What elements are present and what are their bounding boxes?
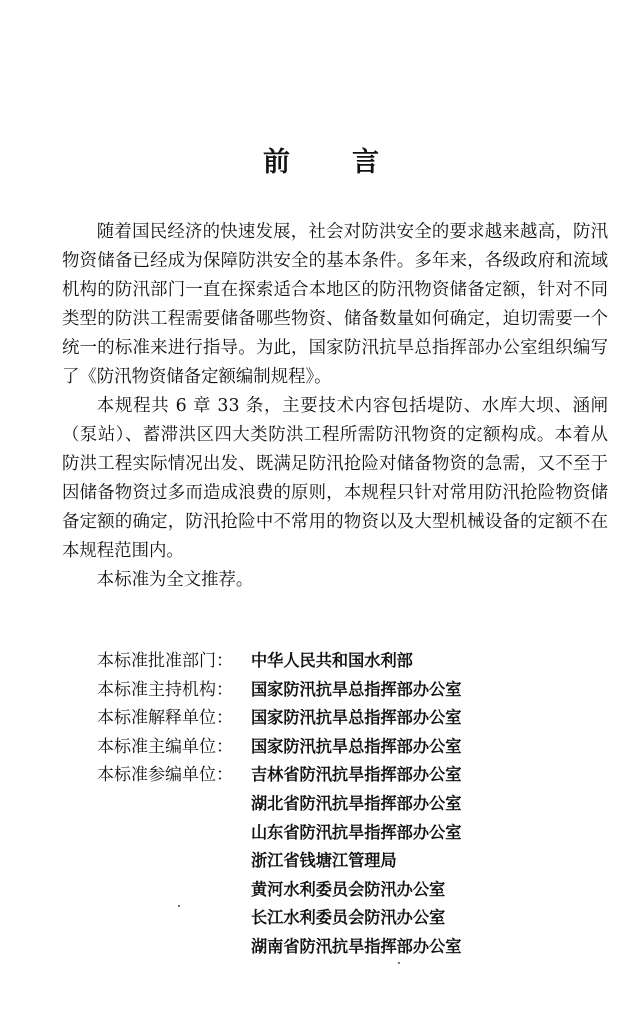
credit-value: 国家防汛抗旱总指挥部办公室 [251,708,462,728]
credit-label: 本标准参编单位： [97,765,233,786]
paragraph: 随着国民经济的快速发展，社会对防洪安全的要求越来越高，防汛物资储备已经成为保障防洪安全的基本条件。多年来，各级政府和流域机构的防汛部门一直在探索适合本地区的防汛物资储备定额，针对不同类型的防洪工程需要储备哪些物资、储备数量如何确定，迫切需要一个统一的标准来进行指导。为此，国家防汛抗旱总指挥部办公室组织编写了《防汛物资储备定额编制规程》。 [62,222,608,387]
participant-row [97,904,597,933]
credit-label: 本标准解释单位： [97,708,233,729]
participant-row [97,790,597,819]
paragraph: 本规程共 6 章 33 条，主要技术内容包括堤防、水库大坝、涵闸（泵站）、蓄滞洪区四大类防洪工程所需防汛物资的定额构成。本着从防洪工程实际情况出发、既满足防汛抢险对储备物资的急需，又不至于因储备物资过多而造成浪费的原则，本规程只针对常用防汛抢险物资储备定额的确定，防汛抢险中不常用的物资以及大型机械设备的定额不在本规程范围内。 [62,396,608,561]
credit-row-approval [97,647,597,676]
credit-row-participants [97,761,597,790]
credit-value: 中华人民共和国水利部 [251,651,413,670]
participant-row [97,933,597,962]
credit-value: 黄河水利委员会防汛办公室 [251,879,446,899]
credit-value: 浙江省钱塘江管理局 [251,851,397,871]
credit-value: 湖北省防汛抗旱指挥部办公室 [251,793,462,813]
credit-row-editor [97,733,597,762]
credit-row-host [97,676,597,705]
preface-body [62,218,608,595]
credit-value: 国家防汛抗旱总指挥部办公室 [251,736,462,756]
credit-label: 本标准批准部门： [97,651,233,671]
credit-value: 湖南省防汛抗旱指挥部办公室 [251,936,462,956]
credit-label: 本标准主持机构： [97,679,233,700]
participant-row [97,847,597,876]
paragraph: 本标准为全文推荐。 [96,570,254,590]
credits-block [97,647,597,962]
participant-row [97,876,597,905]
title-char-2: 言 [352,147,379,178]
credit-value: 长江水利委员会防汛办公室 [251,908,446,928]
credit-row-interpret [97,704,597,733]
scan-speck [398,962,400,964]
scan-speck [178,905,180,907]
credit-value: 国家防汛抗旱总指挥部办公室 [251,679,462,699]
page-title [0,140,642,179]
credit-value: 吉林省防汛抗旱指挥部办公室 [251,765,462,785]
title-char-1: 前 [263,147,290,178]
credit-value: 山东省防汛抗旱指挥部办公室 [251,822,462,842]
credit-label: 本标准主编单位： [97,736,233,757]
participant-row [97,819,597,848]
